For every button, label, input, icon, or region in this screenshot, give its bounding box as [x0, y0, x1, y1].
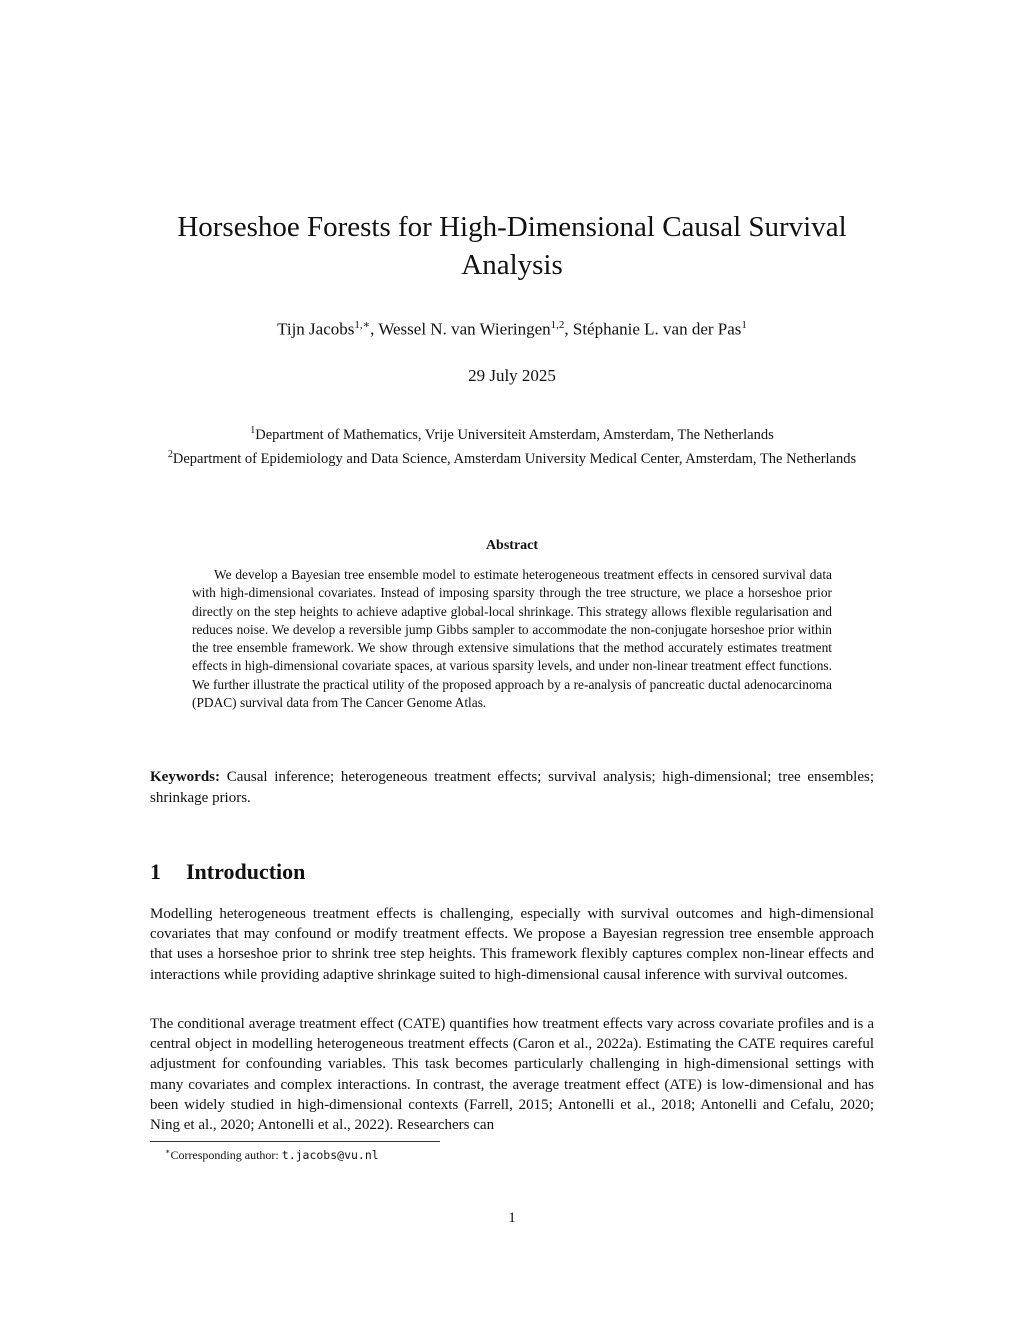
affiliation-text: Department of Mathematics, Vrije Universiteit Amsterdam, Amsterdam, The Netherlands — [255, 426, 774, 443]
footnote-rule — [150, 1141, 440, 1142]
paper-date: 29 July 2025 — [468, 366, 556, 385]
author-list — [150, 313, 874, 342]
author-affil-marker: 1 — [741, 319, 747, 331]
affiliation-marker: 1 — [250, 425, 256, 436]
body-paragraph: Modelling heterogeneous treatment effects is challenging, especially with survival outcomes and high-dimensional covariates that may confound or modify treatment effects. We propose a Bayesian regression tree ensemble approach that uses a horseshoe prior to shrink tree step heights. This framework flexibly captures complex non-linear effects and interactions while providing adaptive shrinkage suited to high-dimensional causal inference with survival outcomes. — [150, 906, 874, 983]
paper-title: Horseshoe Forests for High-Dimensional Causal Survival Analysis — [177, 211, 847, 281]
body-paragraph: The conditional average treatment effect (CATE) quantifies how treatment effects vary across covariate profiles and is a central object in modelling heterogeneous treatment effects (Caron et al., 2022a). Estimating the CATE requires careful adjustment for confounding variables. This task becomes particularly challenging in high-dimensional settings with many covariates and complex interactions. In contrast, the average treatment effect (ATE) is low-dimensional and has been widely studied in high-dimensional contexts (Farrell, 2015; Antonelli et al., 2018; Antonelli and Cefalu, 2020; Ning et al., 2020; Antonelli et al., 2022). Researchers can — [150, 1016, 874, 1134]
affiliation-text: Department of Epidemiology and Data Science, Amsterdam University Medical Center, Amsterdam, The Netherlands — [172, 450, 857, 467]
author-name: Wessel N. van Wieringen — [378, 319, 551, 339]
abstract-text: We develop a Bayesian tree ensemble model to estimate heterogeneous treatment effects in censored survival data with high-dimensional covariates. Instead of imposing sparsity through the tree structure, we place a horseshoe prior directly on the step heights to achieve adaptive global-local shrinkage. This strategy allows flexible regularisation and reduces noise. We develop a reversible jump Gibbs sampler to accommodate the non-conjugate horseshoe prior within the tree ensemble framework. We show through extensive simulations that the method accurately estimates treatment effects in high-dimensional covariate spaces, at various sparsity levels, and under non-linear treatment effect functions. We further illustrate the practical utility of the proposed approach by a re-analysis of pancreatic ductal adenocarcinoma (PDAC) survival data from The Cancer Genome Atlas. — [192, 567, 832, 711]
author-affil-marker: 1,2 — [550, 319, 565, 331]
affiliation-item — [150, 421, 874, 445]
keywords-text: Causal inference; heterogeneous treatment effects; survival analysis; high-dimensional; tree ensembles; shrinkage priors. — [150, 769, 875, 806]
author-separator: , — [370, 319, 379, 339]
author-name: Tijn Jacobs — [277, 319, 355, 339]
section-title: Introduction — [186, 859, 306, 884]
keywords — [150, 767, 874, 809]
abstract-heading: Abstract — [485, 538, 539, 553]
author-separator: , — [564, 319, 573, 339]
author-name: Stéphanie L. van der Pas — [572, 319, 742, 339]
footnote-marker: ∗ — [165, 1147, 171, 1156]
affiliation-marker: 2 — [167, 448, 173, 460]
arxiv-sidebar-stamp — [22, 368, 66, 958]
section-number: 1 — [150, 859, 161, 884]
author-affil-marker: 1,∗ — [354, 319, 371, 331]
page-number: 1 — [508, 1210, 516, 1226]
keywords-label: Keywords: — [150, 769, 220, 785]
section-heading — [150, 859, 874, 885]
affiliation-item — [150, 445, 874, 469]
footnote-label: Corresponding author: — [170, 1148, 282, 1162]
affiliations — [150, 421, 874, 469]
corresponding-email-link[interactable]: t.jacobs@vu.nl — [281, 1148, 379, 1162]
footnote — [165, 1147, 865, 1163]
